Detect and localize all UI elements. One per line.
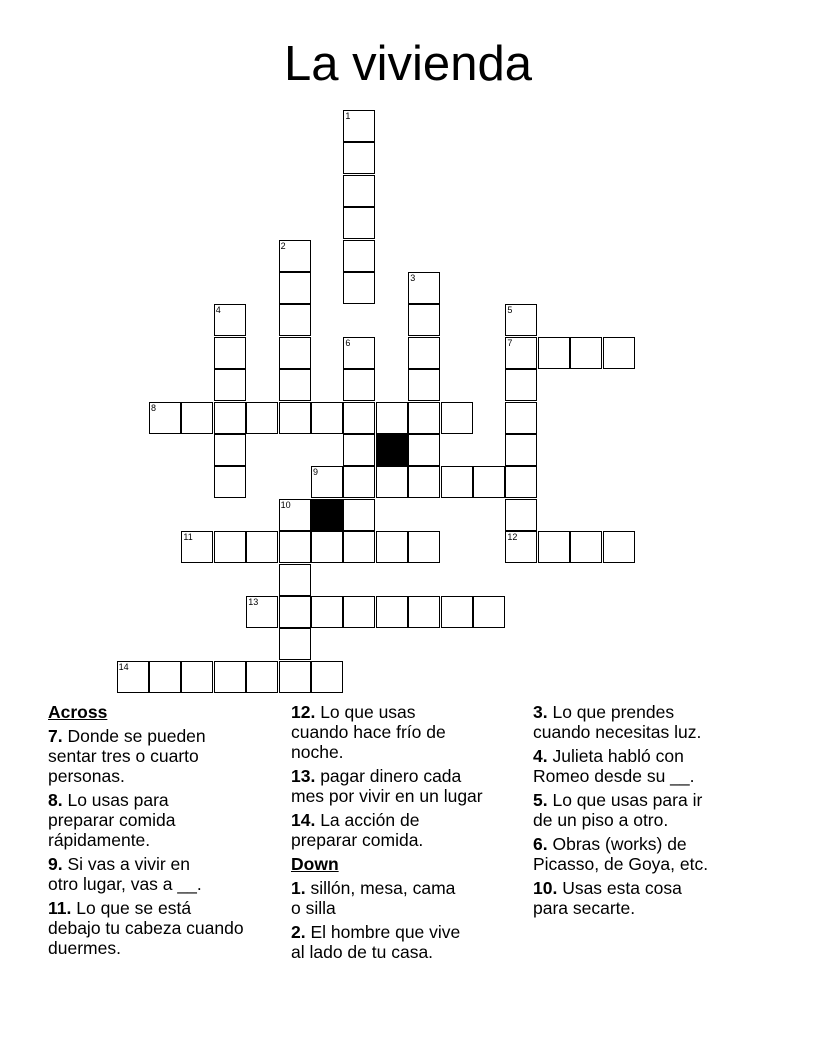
clue-number-label: 2. [291, 922, 306, 942]
grid-cell[interactable] [408, 272, 440, 304]
grid-cell[interactable] [441, 596, 473, 628]
grid-cell[interactable] [279, 531, 311, 563]
grid-cell[interactable] [279, 596, 311, 628]
grid-cell[interactable] [149, 402, 181, 434]
puzzle-title: La vivienda [284, 37, 532, 91]
grid-cell[interactable] [279, 499, 311, 531]
grid-cell[interactable] [214, 402, 246, 434]
clue-text: Usas esta cosa para secarte. [533, 878, 682, 918]
grid-cell[interactable] [505, 531, 537, 563]
grid-cell[interactable] [343, 531, 375, 563]
grid-cell[interactable] [505, 466, 537, 498]
grid-cell[interactable] [505, 402, 537, 434]
grid-cell[interactable] [343, 110, 375, 142]
grid-cell[interactable] [570, 337, 602, 369]
grid-cell[interactable] [376, 596, 408, 628]
grid-cell[interactable] [311, 466, 343, 498]
grid-cell[interactable] [343, 466, 375, 498]
clue-number-label: 6. [533, 834, 548, 854]
clue-section-header: Down [291, 854, 339, 874]
grid-cell[interactable] [603, 531, 635, 563]
grid-cell[interactable] [538, 531, 570, 563]
clue-text: Obras (works) de Picasso, de Goya, etc. [533, 834, 709, 874]
grid-cell[interactable] [214, 661, 246, 693]
grid-cell[interactable] [408, 434, 440, 466]
grid-cell[interactable] [505, 499, 537, 531]
clue-number: 5 [507, 305, 513, 316]
grid-cell[interactable] [279, 337, 311, 369]
clue-number: 6 [345, 337, 351, 348]
black-cell [376, 434, 408, 466]
clue-item [533, 834, 768, 874]
grid-cell[interactable] [376, 531, 408, 563]
clue-number: 4 [215, 305, 221, 316]
grid-cell[interactable] [246, 596, 278, 628]
clue-item [291, 878, 526, 918]
grid-cell[interactable] [214, 369, 246, 401]
clue-number: 2 [280, 240, 286, 251]
clue-text: sillón, mesa, cama o silla [291, 878, 456, 918]
grid-cell[interactable] [343, 272, 375, 304]
clue-number: 14 [118, 661, 129, 672]
clue-text: Lo que usas cuando hace frío de noche. [291, 702, 446, 762]
grid-cell[interactable] [570, 531, 602, 563]
grid-cell[interactable] [181, 402, 213, 434]
clue-number-label: 3. [533, 702, 548, 722]
clue-text: pagar dinero cada mes por vivir en un lugar [291, 766, 483, 806]
clue-number: 9 [313, 467, 319, 478]
grid-cell[interactable] [343, 337, 375, 369]
grid-cell[interactable] [343, 240, 375, 272]
grid-cell[interactable] [408, 596, 440, 628]
grid-cell[interactable] [505, 369, 537, 401]
grid-cell[interactable] [408, 402, 440, 434]
clue-number-label: 11. [48, 898, 72, 918]
grid-cell[interactable] [408, 531, 440, 563]
clue-item [48, 790, 283, 850]
grid-cell[interactable] [473, 466, 505, 498]
grid-cell[interactable] [311, 531, 343, 563]
grid-cell[interactable] [214, 304, 246, 336]
grid-cell[interactable] [279, 369, 311, 401]
clue-text: Lo que prendes cuando necesitas luz. [533, 702, 702, 742]
grid-cell[interactable] [343, 434, 375, 466]
grid-cell[interactable] [279, 402, 311, 434]
grid-cell[interactable] [343, 142, 375, 174]
grid-cell[interactable] [505, 304, 537, 336]
clue-number: 3 [410, 273, 416, 283]
clue-number-label: 13. [291, 766, 316, 786]
grid-cell[interactable] [181, 661, 213, 693]
grid-cell[interactable] [343, 596, 375, 628]
clue-item [48, 898, 283, 958]
grid-cell[interactable] [214, 337, 246, 369]
grid-cell[interactable] [376, 402, 408, 434]
grid-cell[interactable] [408, 369, 440, 401]
grid-cell[interactable] [246, 531, 278, 563]
grid-cell[interactable] [343, 499, 375, 531]
clue-item [533, 746, 768, 786]
clue-section-header: Across [48, 702, 108, 722]
clue-number-label: 10. [533, 878, 558, 898]
clue-number: 7 [507, 337, 513, 348]
clue-text: Julieta habló con Romeo desde su __. [533, 746, 695, 786]
grid-cell[interactable] [279, 628, 311, 660]
clue-number-label: 4. [533, 746, 548, 766]
clue-number-label: 8. [48, 790, 63, 810]
clue-item [48, 726, 283, 786]
clue-number: 8 [151, 402, 157, 413]
grid-cell[interactable] [214, 434, 246, 466]
grid-cell[interactable] [343, 207, 375, 239]
grid-cell[interactable] [246, 661, 278, 693]
grid-cell[interactable] [343, 369, 375, 401]
clues-column-1 [48, 702, 283, 962]
grid-cell[interactable] [505, 337, 537, 369]
grid-cell[interactable] [408, 466, 440, 498]
clues-column-2 [291, 702, 526, 966]
grid-cell[interactable] [279, 564, 311, 596]
black-cell [311, 499, 343, 531]
clue-text: El hombre que vive al lado de tu casa. [291, 922, 461, 962]
grid-cell[interactable] [214, 531, 246, 563]
clue-number: 10 [280, 499, 291, 510]
clue-item [533, 790, 768, 830]
grid-cell[interactable] [603, 337, 635, 369]
grid-cell[interactable] [149, 661, 181, 693]
clues-column-3 [533, 702, 768, 922]
clue-item [291, 922, 526, 962]
clue-item [533, 702, 768, 742]
grid-cell[interactable] [311, 596, 343, 628]
clue-item [291, 810, 526, 850]
clue-text: Donde se pueden sentar tres o cuarto personas. [48, 726, 206, 786]
clue-number: 1 [345, 111, 351, 121]
grid-cell[interactable] [343, 402, 375, 434]
grid-cell[interactable] [441, 466, 473, 498]
clue-text: La acción de preparar comida. [291, 810, 424, 850]
clue-item [533, 878, 768, 918]
grid-cell[interactable] [214, 466, 246, 498]
grid-cell[interactable] [279, 661, 311, 693]
grid-cell[interactable] [181, 531, 213, 563]
grid-cell[interactable] [505, 434, 537, 466]
clue-number: 13 [248, 597, 259, 607]
clue-text: Si vas a vivir en otro lugar, vas a __. [48, 854, 202, 894]
clue-text: Lo que usas para ir de un piso a otro. [533, 790, 703, 830]
grid-cell[interactable] [538, 337, 570, 369]
grid-cell[interactable] [408, 304, 440, 336]
clue-number-label: 9. [48, 854, 63, 874]
clue-number: 12 [507, 532, 518, 543]
grid-cell[interactable] [246, 402, 278, 434]
clue-number-label: 14. [291, 810, 316, 830]
clue-text: Lo usas para preparar comida rápidamente. [48, 790, 176, 850]
grid-cell[interactable] [279, 240, 311, 272]
grid-cell[interactable] [311, 661, 343, 693]
clue-number-label: 5. [533, 790, 548, 810]
grid-cell[interactable] [279, 304, 311, 336]
grid-cell[interactable] [441, 402, 473, 434]
grid-cell[interactable] [311, 402, 343, 434]
grid-cell[interactable] [117, 661, 149, 693]
grid-cell[interactable] [473, 596, 505, 628]
clue-item [291, 766, 526, 806]
clue-item [291, 702, 526, 762]
grid-cell[interactable] [343, 175, 375, 207]
clue-text: Lo que se está debajo tu cabeza cuando duermes. [48, 898, 244, 958]
grid-cell[interactable] [408, 337, 440, 369]
grid-cell[interactable] [376, 466, 408, 498]
clue-number: 11 [183, 532, 193, 543]
clue-number-label: 12. [291, 702, 316, 722]
clue-number-label: 7. [48, 726, 63, 746]
clue-number-label: 1. [291, 878, 306, 898]
clue-item [48, 854, 283, 894]
grid-cell[interactable] [279, 272, 311, 304]
